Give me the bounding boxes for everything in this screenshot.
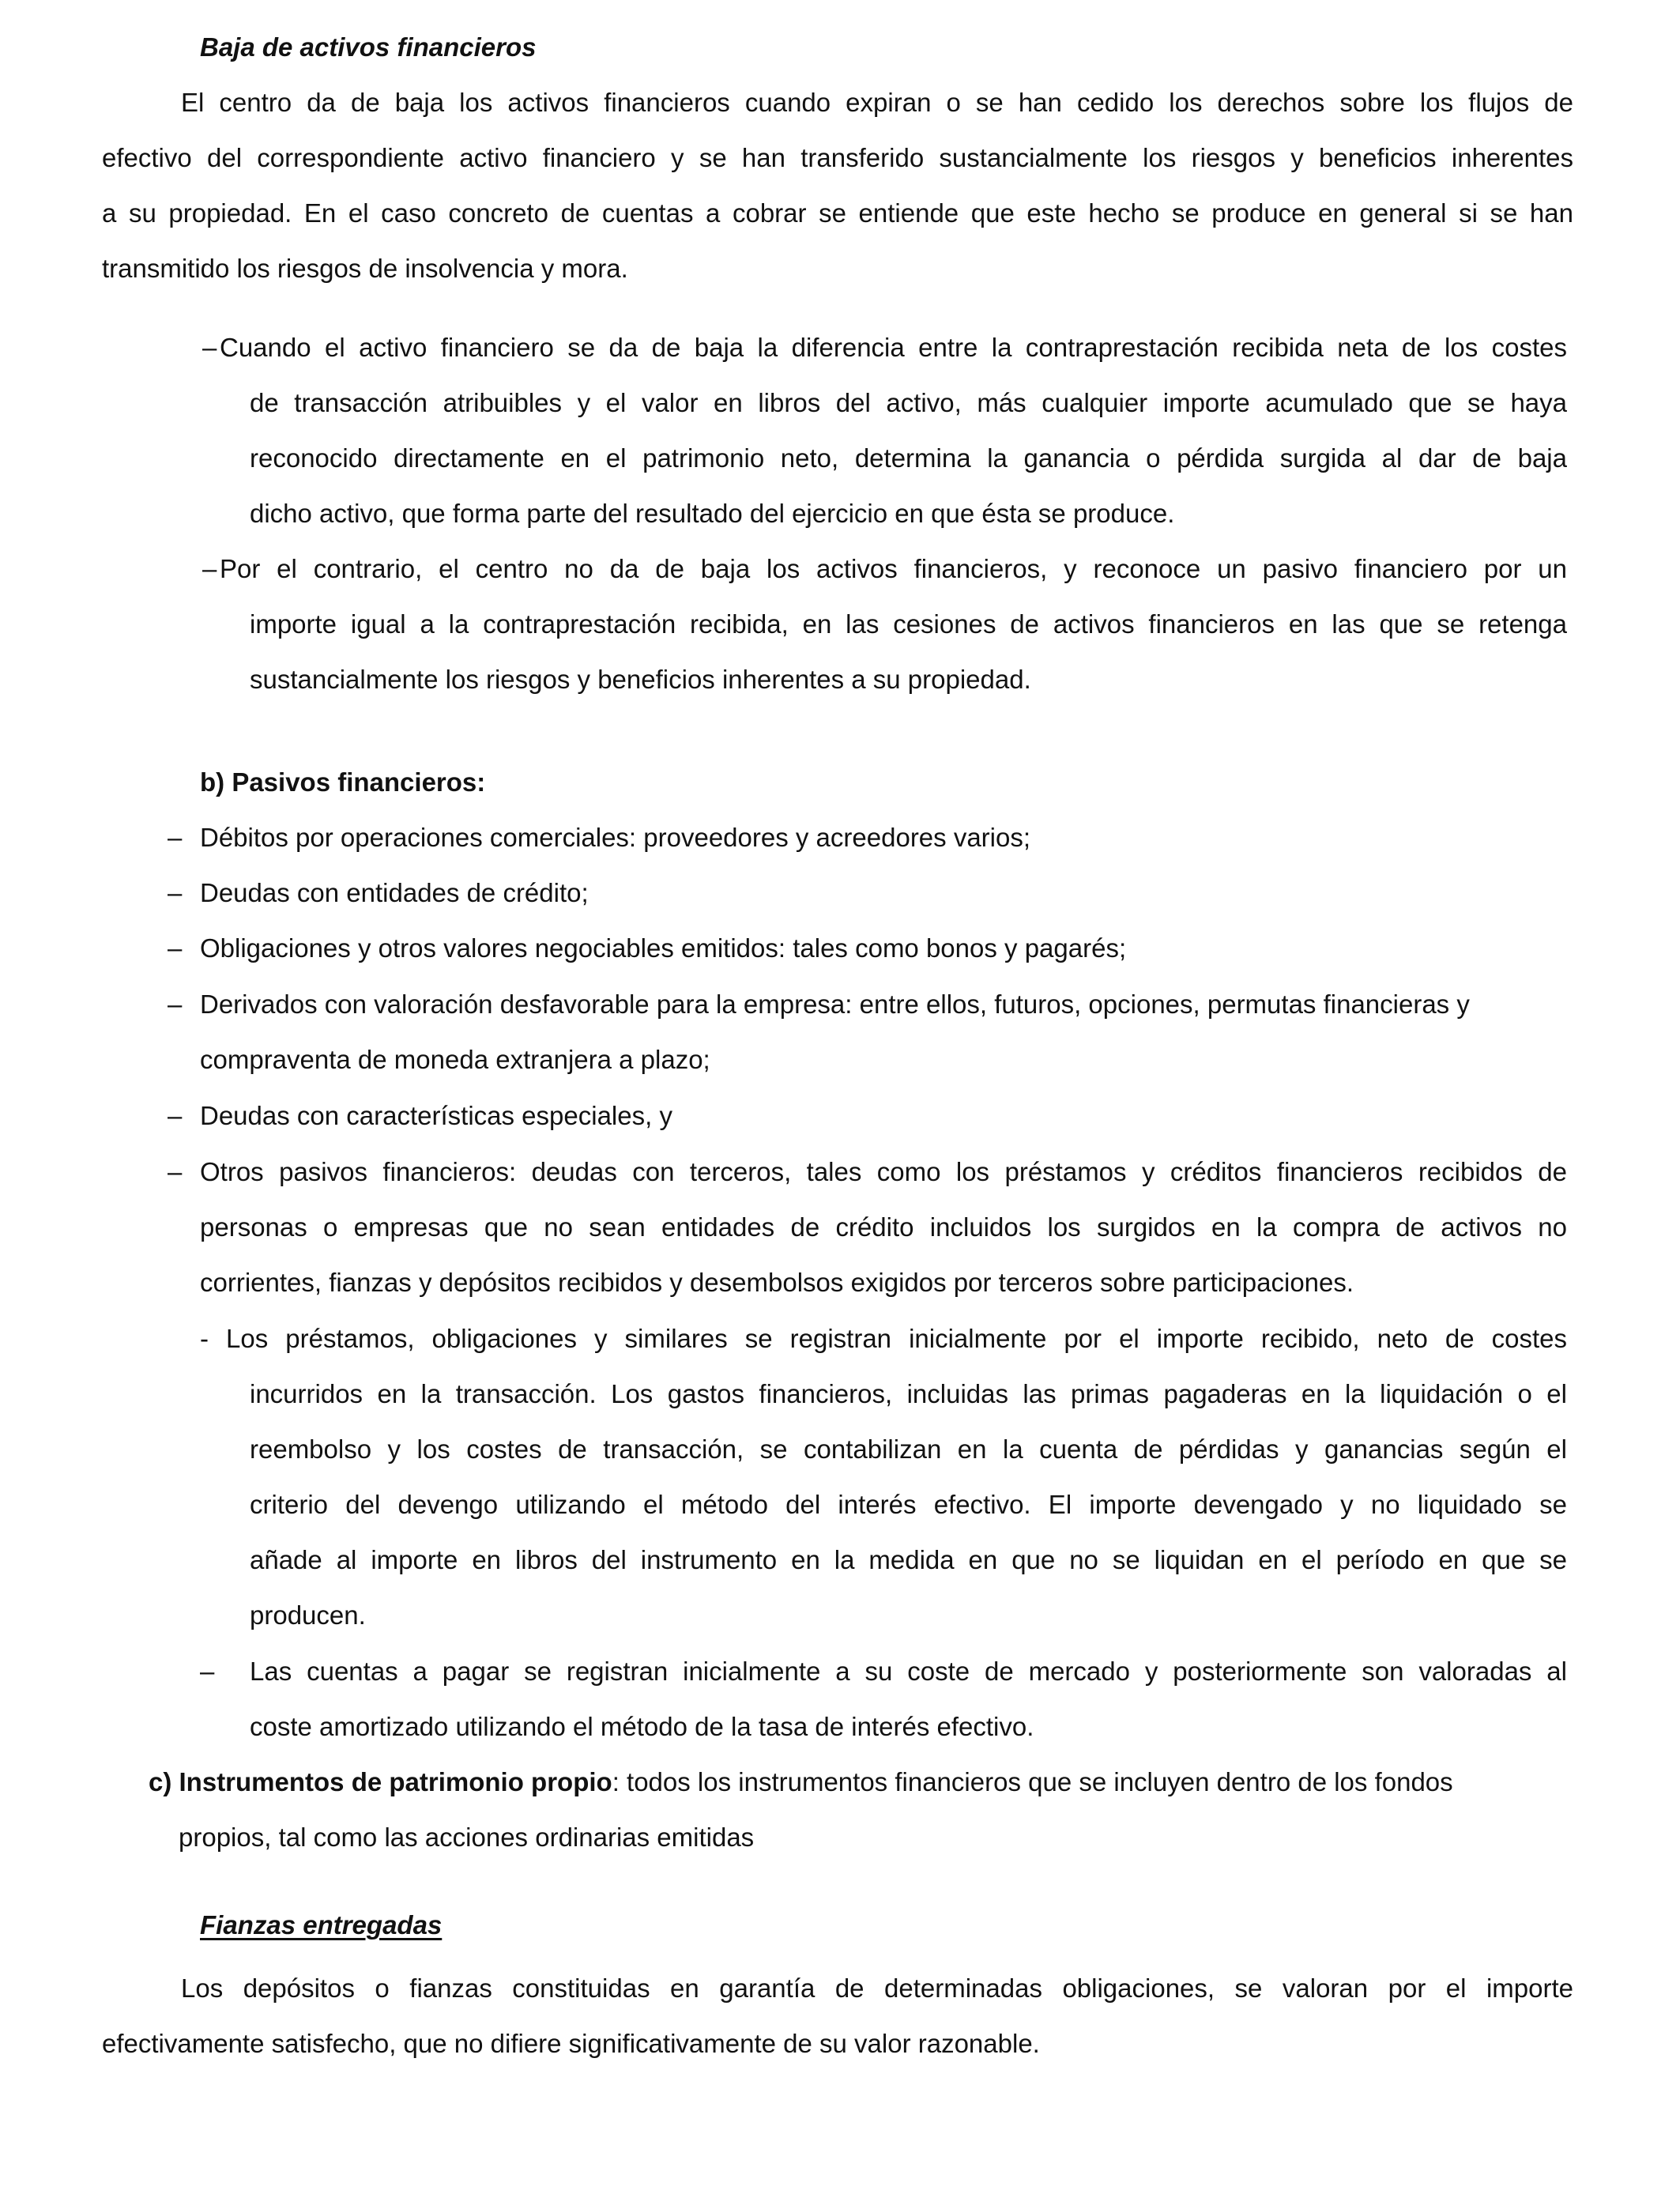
bullet-line: Cuando el activo financiero se da de baja la diferencia entre la contraprestación recibida neta de los costes — [220, 333, 1567, 362]
sub-bullet-line: producen. — [250, 1600, 366, 1630]
section-heading-baja: Baja de activos financieros — [200, 32, 537, 62]
sub-bullet-line: añade al importe en libros del instrumento en la medida en que no se liquidan en el período en que se — [250, 1545, 1567, 1574]
list-item-continuation: personas o empresas que no sean entidades de crédito incluidos los surgidos en la compra de activos no — [200, 1212, 1567, 1242]
bullet-line: importe igual a la contraprestación recibida, en las cesiones de activos financieros en las que se retenga — [250, 609, 1567, 639]
patrimonio-line-2: propios, tal como las acciones ordinarias emitidas — [179, 1823, 755, 1852]
bullet-line: sustancialmente los riesgos y beneficios inherentes a su propiedad. — [250, 665, 1031, 694]
sub-bullet-line: coste amortizado utilizando el método de la tasa de interés efectivo. — [250, 1712, 1034, 1741]
list-item: Deudas con entidades de crédito; — [200, 878, 589, 907]
dash-bullet-marker: – — [168, 933, 183, 963]
bullet-line: Por el contrario, el centro no da de baja los activos financieros, y reconoce un pasivo financiero por un — [220, 554, 1567, 583]
paragraph-line: El centro da de baja los activos financieros cuando expiran o se han cedido los derechos sobre los flujos de — [181, 88, 1573, 117]
paragraph-line: efectivo del correspondiente activo financiero y se han transferido sustancialmente los riesgos y beneficios inherentes — [102, 143, 1573, 172]
dash-bullet-marker: – — [168, 1101, 183, 1130]
bullet-line: dicho activo, que forma parte del resultado del ejercicio en que ésta se produce. — [250, 499, 1175, 528]
list-item: Otros pasivos financieros: deudas con terceros, tales como los préstamos y créditos financieros recibidos de — [200, 1157, 1567, 1186]
bullet-line: de transacción atribuibles y el valor en libros del activo, más cualquier importe acumulado que se haya — [250, 388, 1567, 417]
sub-bullet-line: - Los préstamos, obligaciones y similares se registran inicialmente por el importe recibido, neto de costes — [200, 1324, 1567, 1353]
list-item: Obligaciones y otros valores negociables emitidos: tales como bonos y pagarés; — [200, 933, 1127, 963]
paragraph-line: efectivamente satisfecho, que no difiere significativamente de su valor razonable. — [102, 2029, 1040, 2058]
sub-bullet-line: criterio del devengo utilizando el método del interés efectivo. El importe devengado y no liquidado se — [250, 1490, 1567, 1519]
paragraph-line: transmitido los riesgos de insolvencia y mora. — [102, 254, 628, 283]
list-item: Derivados con valoración desfavorable para la empresa: entre ellos, futuros, opciones, permutas financieras y — [200, 990, 1470, 1019]
dash-bullet-marker: – — [168, 1157, 183, 1186]
patrimonio-text: : todos los instrumentos financieros que se incluyen dentro de los fondos — [612, 1767, 1453, 1796]
sub-bullet-line: incurridos en la transacción. Los gastos financieros, incluidas las primas pagaderas en la liquidación o el — [250, 1379, 1567, 1408]
patrimonio-line — [149, 1764, 1453, 1800]
list-item: Débitos por operaciones comerciales: proveedores y acreedores varios; — [200, 823, 1031, 852]
patrimonio-label: c) Instrumentos de patrimonio propio — [149, 1767, 612, 1796]
section-heading-pasivos: b) Pasivos financieros: — [200, 767, 486, 797]
section-heading-fianzas: Fianzas entregadas — [200, 1910, 443, 1940]
dash-bullet-marker: – — [200, 1657, 215, 1686]
list-item-continuation: compraventa de moneda extranjera a plazo; — [200, 1045, 710, 1074]
paragraph-line: a su propiedad. En el caso concreto de cuentas a cobrar se entiende que este hecho se produce en general si se han — [102, 198, 1573, 228]
dash-bullet-marker: – — [168, 878, 183, 907]
sub-bullet-line: reembolso y los costes de transacción, se contabilizan en la cuenta de pérdidas y ganancias según el — [250, 1434, 1567, 1464]
dash-bullet-marker: – — [168, 823, 183, 852]
paragraph-line: Los depósitos o fianzas constituidas en garantía de determinadas obligaciones, se valoran por el importe — [181, 1973, 1573, 2003]
dash-bullet-marker: – — [202, 333, 217, 362]
bullet-line: reconocido directamente en el patrimonio neto, determina la ganancia o pérdida surgida al dar de baja — [250, 443, 1567, 473]
list-item: Deudas con características especiales, y — [200, 1101, 672, 1130]
dash-bullet-marker: – — [202, 554, 217, 583]
list-item-continuation: corrientes, fianzas y depósitos recibidos y desembolsos exigidos por terceros sobre participaciones. — [200, 1268, 1354, 1297]
dash-bullet-marker: – — [168, 990, 183, 1019]
sub-bullet-line: Las cuentas a pagar se registran inicialmente a su coste de mercado y posteriormente son valoradas al — [250, 1657, 1567, 1686]
